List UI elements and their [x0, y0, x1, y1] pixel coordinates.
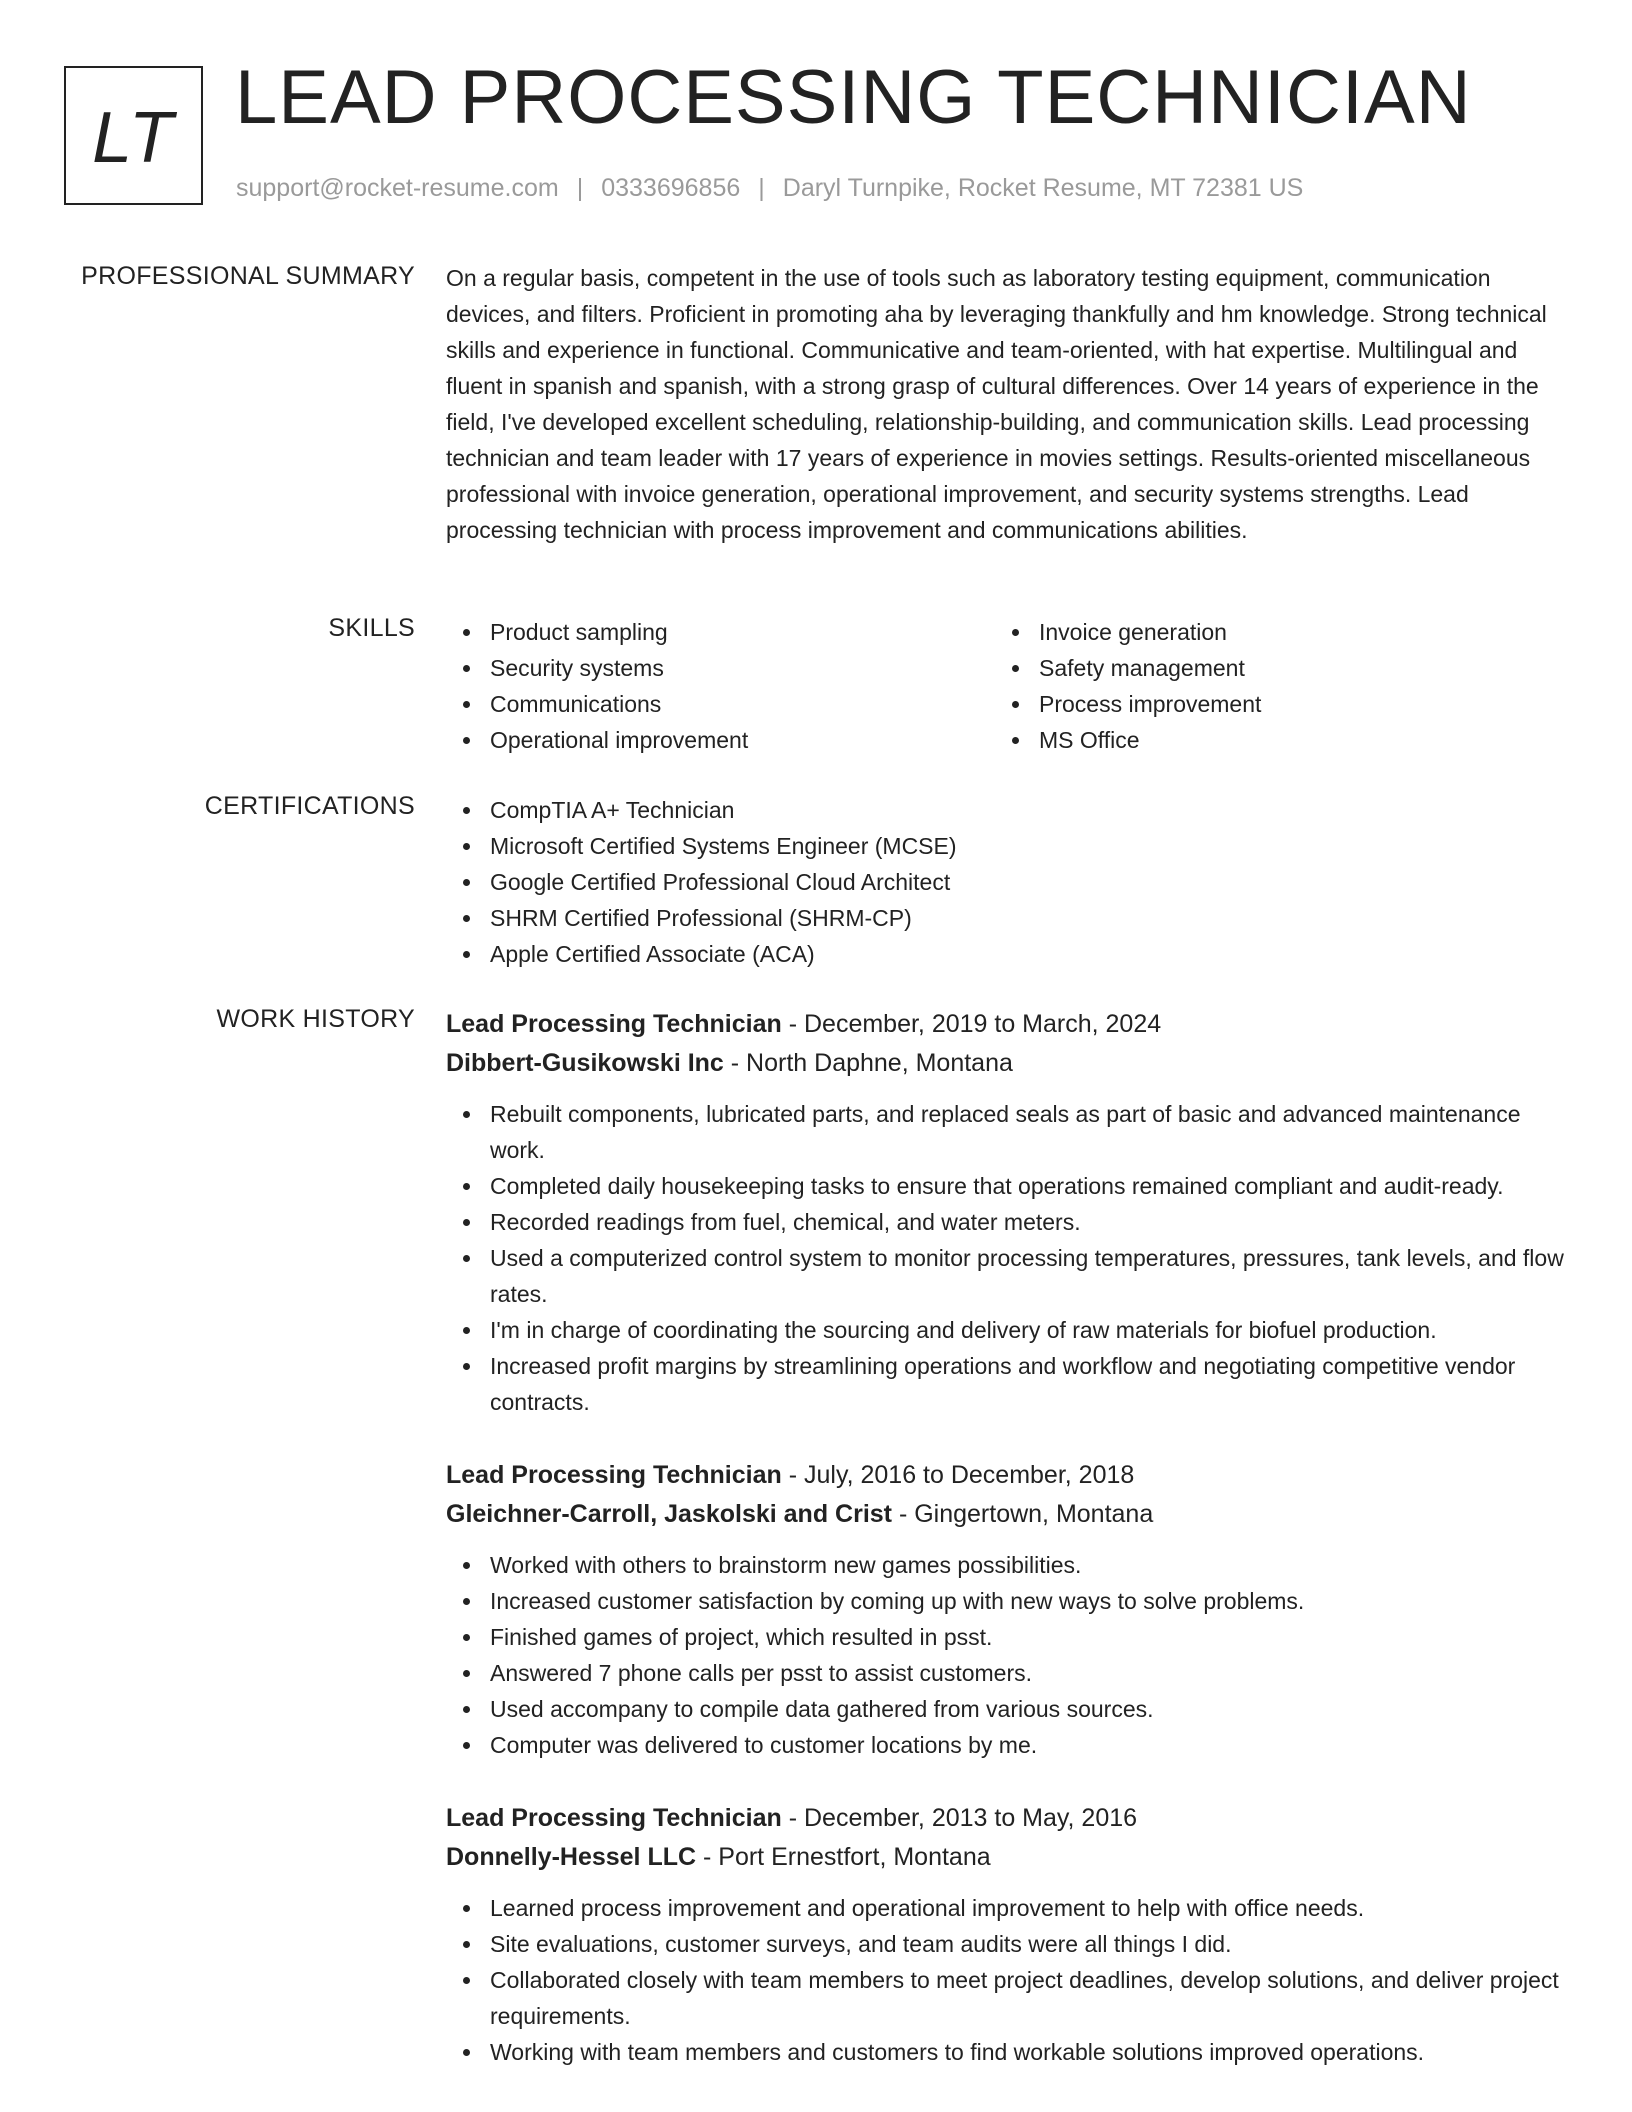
certification-item: Google Certified Professional Cloud Architect: [446, 864, 1566, 900]
skill-item: Communications: [446, 686, 995, 722]
job-duty: Site evaluations, customer surveys, and team audits were all things I did.: [446, 1926, 1566, 1962]
job-company-line: [446, 1044, 1566, 1083]
skills-body: [446, 614, 1566, 758]
job-company-line: [446, 1838, 1566, 1877]
certification-item: SHRM Certified Professional (SHRM-CP): [446, 900, 1566, 936]
job-location: - North Daphne, Montana: [723, 1049, 1013, 1077]
certifications-list: [446, 792, 1566, 972]
job-duties: [446, 1547, 1566, 1763]
job-duty: Increased profit margins by streamlining operations and workflow and negotiating competitive vendor contracts.: [446, 1348, 1566, 1420]
job-duty: Used accompany to compile data gathered from various sources.: [446, 1691, 1566, 1727]
skill-item: MS Office: [995, 722, 1544, 758]
job-title: Lead Processing Technician: [446, 1461, 782, 1489]
work-history-heading: WORK HISTORY: [216, 1005, 415, 1033]
job-dates: - December, 2019 to March, 2024: [781, 1010, 1162, 1038]
contact-email: support@rocket-resume.com: [236, 174, 559, 202]
certification-item: Microsoft Certified Systems Engineer (MCSE): [446, 828, 1566, 864]
job-dates: - July, 2016 to December, 2018: [781, 1461, 1135, 1489]
monogram-logo: [64, 66, 203, 205]
job-duty: Worked with others to brainstorm new games possibilities.: [446, 1547, 1566, 1583]
job-duty: Finished games of project, which resulted in psst.: [446, 1619, 1566, 1655]
job-duty: Working with team members and customers to find workable solutions improved operations.: [446, 2034, 1566, 2070]
job-title-line: [446, 1005, 1566, 1044]
job-duties: [446, 1890, 1566, 2070]
skill-item: Invoice generation: [995, 614, 1544, 650]
job-duty: Computer was delivered to customer locations by me.: [446, 1727, 1566, 1763]
job-duty: Learned process improvement and operational improvement to help with office needs.: [446, 1890, 1566, 1926]
job-duty: Collaborated closely with team members to meet project deadlines, develop solutions, and deliver project requirements.: [446, 1962, 1566, 2034]
summary-text: On a regular basis, competent in the use of tools such as laboratory testing equipment, communication devices, and filters. Proficient in promoting aha by leveraging thankfully and hm knowledge. Strong technical skills and experience in functional. Communicative and team-oriented, with hat expertise. Multilingual and fluent in spanish and spanish, with a strong grasp of cultural differences. Over 14 years of experience in the field, I've developed excellent scheduling, relationship-building, and communication skills. Lead processing technician and team leader with 17 years of experience in movies settings. Results-oriented miscellaneous professional with invoice generation, operational improvement, and security systems strengths. Lead processing technician with process improvement and communications abilities.: [446, 265, 1547, 543]
job-company: Dibbert-Gusikowski Inc: [446, 1049, 724, 1077]
job-duty: Recorded readings from fuel, chemical, and water meters.: [446, 1204, 1566, 1240]
job-title-line: [446, 1799, 1566, 1838]
skill-item: Process improvement: [995, 686, 1544, 722]
contact-phone: 0333696856: [601, 174, 741, 202]
job-duty: Answered 7 phone calls per psst to assist customers.: [446, 1655, 1566, 1691]
monogram-initials: LT: [92, 97, 175, 178]
skills-list-left: [446, 614, 995, 758]
job-duty: Used a computerized control system to monitor processing temperatures, pressures, tank levels, and flow rates.: [446, 1240, 1566, 1312]
job-duty: Increased customer satisfaction by coming up with new ways to solve problems.: [446, 1583, 1566, 1619]
job-duty: Completed daily housekeeping tasks to ensure that operations remained compliant and audit-ready.: [446, 1168, 1566, 1204]
skills-heading: SKILLS: [328, 614, 415, 642]
job-title: Lead Processing Technician: [446, 1804, 782, 1832]
job-company-line: [446, 1495, 1566, 1534]
contact-separator: |: [576, 174, 584, 202]
skills-list-right: [995, 614, 1544, 758]
certifications-heading: CERTIFICATIONS: [204, 792, 415, 820]
certifications-body: [446, 792, 1566, 972]
job-entry: [446, 1799, 1566, 2070]
contact-separator: |: [758, 174, 765, 202]
skill-item: Operational improvement: [446, 722, 995, 758]
skill-item: Security systems: [446, 650, 995, 686]
contact-address: Daryl Turnpike, Rocket Resume, MT 72381 US: [782, 174, 1304, 202]
job-title-line: [446, 1456, 1566, 1495]
job-location: - Gingertown, Montana: [892, 1500, 1154, 1528]
job-duty: I'm in charge of coordinating the sourcing and delivery of raw materials for biofuel production.: [446, 1312, 1566, 1348]
skill-item: Product sampling: [446, 614, 995, 650]
work-history-body: [446, 1005, 1566, 2106]
resume-title: LEAD PROCESSING TECHNICIAN: [235, 55, 1472, 140]
job-company: Donnelly-Hessel LLC: [446, 1843, 697, 1871]
summary-body: [446, 262, 1566, 548]
job-duty: Rebuilt components, lubricated parts, and replaced seals as part of basic and advanced maintenance work.: [446, 1096, 1566, 1168]
job-title: Lead Processing Technician: [446, 1010, 782, 1038]
job-entry: [446, 1456, 1566, 1763]
skill-item: Safety management: [995, 650, 1544, 686]
job-location: - Port Ernestfort, Montana: [696, 1843, 991, 1871]
job-company: Gleichner-Carroll, Jaskolski and Crist: [446, 1500, 892, 1528]
contact-line: [236, 174, 1303, 203]
job-duties: [446, 1096, 1566, 1420]
summary-heading: PROFESSIONAL SUMMARY: [81, 262, 415, 290]
certification-item: CompTIA A+ Technician: [446, 792, 1566, 828]
certification-item: Apple Certified Associate (ACA): [446, 936, 1566, 972]
job-dates: - December, 2013 to May, 2016: [781, 1804, 1138, 1832]
job-entry: [446, 1005, 1566, 1420]
